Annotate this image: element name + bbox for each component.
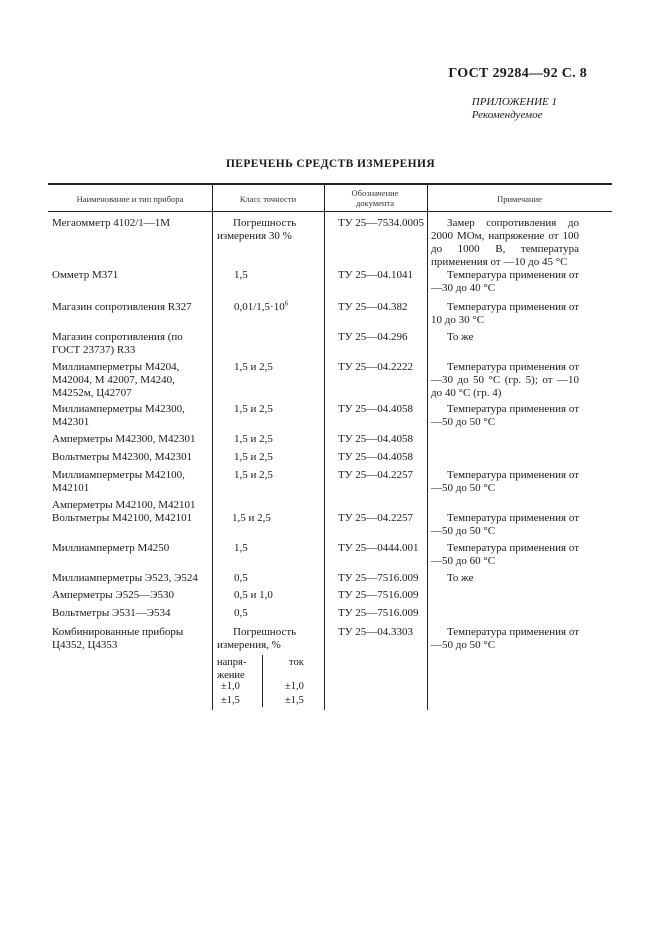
table-top-rule [48, 183, 612, 185]
row-3-document: ТУ 25—04.382 [338, 301, 408, 313]
row-6-accuracy: 1,5 и 2,5 [234, 403, 273, 415]
row-1-name: Мегаомметр 4102/1—1М [52, 217, 171, 229]
column-header-name: Наименование и тип прибора [76, 194, 184, 204]
row-15-accuracy-text: Погрешность измерения, % [217, 626, 297, 651]
subtable-voltage-2: ±1,5 [221, 695, 240, 706]
row-3-accuracy-exponent: 6 [284, 299, 289, 308]
row-4-document: ТУ 25—04.296 [338, 331, 408, 343]
row-1-accuracy [217, 217, 321, 243]
appendix-label [472, 96, 557, 122]
row-2-note: Температура применения от —30 до 40 °С [431, 269, 579, 294]
row-12-document: ТУ 25—7516.009 [338, 572, 419, 584]
row-3-note: Температура применения от 10 до 30 °С [431, 301, 579, 326]
row-1-note: Замер сопротивления до 2000 МОм, напряжение от 100 до 1000 В, температура применения от —10 до 45 °С [431, 217, 579, 268]
table-header-rule [48, 211, 612, 212]
row-4-name: Магазин сопротивления (по ГОСТ 23737) R33 [52, 331, 183, 356]
row-11-document: ТУ 25—0444.001 [338, 542, 419, 554]
subtable-current-1: ±1,0 [285, 681, 304, 692]
row-11-note: Температура применения от —50 до 60 °С [431, 542, 579, 567]
subtable-header-current: ток [289, 657, 304, 668]
row-15-note: Температура применения от —50 до 50 °С [431, 626, 579, 651]
row-3-name: Магазин сопротивления R327 [52, 301, 192, 313]
subtable-voltage-1: ±1,0 [221, 681, 240, 692]
row-3-accuracy-text: 0,01/1,5·10 [234, 301, 285, 313]
row-12-name: Миллиамперметры Э523, Э524 [52, 572, 198, 584]
row-10-document: ТУ 25—04.2257 [338, 512, 414, 524]
row-13-accuracy: 0,5 и 1,0 [234, 589, 273, 601]
row-15-document: ТУ 25—04.3303 [338, 626, 414, 638]
row-7-document: ТУ 25—04.4058 [338, 433, 414, 445]
row-1-document: ТУ 25—7534.0005 [338, 217, 425, 229]
row-10-accuracy: 1,5 и 2,5 [232, 512, 271, 524]
row-11-name: Миллиамперметр М4250 [52, 542, 170, 554]
row-14-document: ТУ 25—7516.009 [338, 607, 419, 619]
row-3-accuracy [234, 301, 288, 314]
row-2-document: ТУ 25—04.1041 [338, 269, 414, 281]
row-5-name: Миллиамперметры М4204, М42004, М 42007, М4240, М4252м, Ц42707 [52, 361, 180, 399]
row-9-note: Температура применения от —50 до 50 °С [431, 469, 579, 494]
row-2-name: Омметр М371 [52, 269, 119, 281]
column-divider-1 [212, 183, 213, 710]
column-divider-3 [427, 183, 428, 710]
column-header-note: Примечание [497, 194, 542, 204]
row-8-name: Вольтметры М42300, М42301 [52, 451, 193, 463]
row-10-note: Температура применения от —50 до 50 °С [431, 512, 579, 537]
row-8-document: ТУ 25—04.4058 [338, 451, 414, 463]
row-14-accuracy: 0,5 [234, 607, 248, 619]
row-9-name: Миллиамперметры М42100, М42101 [52, 469, 185, 494]
column-header-accuracy: Класс точности [239, 194, 297, 204]
row-14-name: Вольтметры Э531—Э534 [52, 607, 171, 619]
row-6-name: Миллиамперметры М42300, М42301 [52, 403, 185, 428]
row-5-document: ТУ 25—04.2222 [338, 361, 414, 373]
row-10-name: Амперметры М42100, М42101 Вольтметры М42100, М42101 [52, 499, 196, 524]
subtable-divider [262, 655, 263, 707]
subtable-header-voltage: напря-жение [217, 657, 247, 681]
row-8-accuracy: 1,5 и 2,5 [234, 451, 273, 463]
row-7-accuracy: 1,5 и 2,5 [234, 433, 273, 445]
row-12-note: То же [447, 572, 474, 584]
row-11-accuracy: 1,5 [234, 542, 248, 554]
appendix-subtitle: Рекомендуемое [471, 109, 543, 121]
row-2-accuracy: 1,5 [234, 269, 248, 281]
row-5-note: Температура применения от —30 до 50 °С (гр. 5); от —10 до 40 °С (гр. 4) [431, 361, 579, 399]
row-4-note: То же [447, 331, 474, 343]
subtable-current-2: ±1,5 [285, 695, 304, 706]
row-12-accuracy: 0,5 [234, 572, 248, 584]
row-15-name: Комбинированные приборы Ц4352, Ц4353 [52, 626, 184, 651]
column-divider-2 [324, 183, 325, 710]
row-5-accuracy: 1,5 и 2,5 [234, 361, 273, 373]
row-6-note: Температура применения от —50 до 50 °С [431, 403, 579, 428]
table-title: ПЕРЕЧЕНЬ СРЕДСТВ ИЗМЕРЕНИЯ [225, 158, 436, 170]
row-9-accuracy: 1,5 и 2,5 [234, 469, 273, 481]
row-1-accuracy-text: Погрешность измерения 30 % [217, 217, 297, 242]
appendix-title: ПРИЛОЖЕНИЕ 1 [471, 96, 557, 108]
column-header-document: Обозначение документа [351, 188, 399, 208]
row-15-accuracy [217, 626, 317, 652]
document-header: ГОСТ 29284—92 С. 8 [448, 66, 587, 81]
row-6-document: ТУ 25—04.4058 [338, 403, 414, 415]
row-13-name: Амперметры Э525—Э530 [52, 589, 174, 601]
row-9-document: ТУ 25—04.2257 [338, 469, 414, 481]
row-13-document: ТУ 25—7516.009 [338, 589, 419, 601]
row-7-name: Амперметры М42300, М42301 [52, 433, 196, 445]
